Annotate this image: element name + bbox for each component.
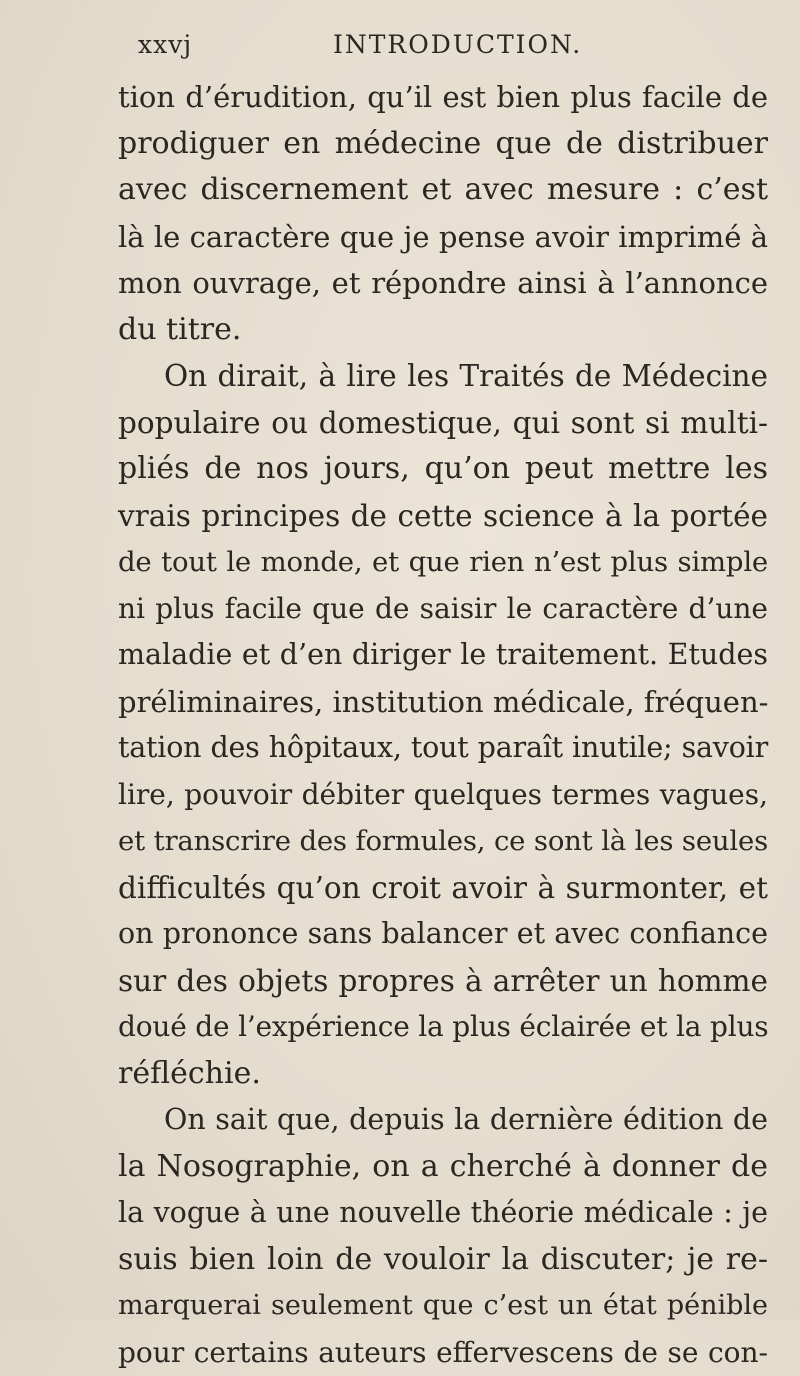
text-line: là le caractère que je pense avoir imprimé à <box>118 214 768 261</box>
text-line: On sait que, depuis la dernière édition de <box>118 1097 768 1144</box>
text-line: maladie et d’en diriger le traitement. Etudes <box>118 632 768 679</box>
text-line: réfléchie. <box>118 1051 768 1098</box>
text-line: On dirait, à lire les Traités de Médecine <box>118 353 768 400</box>
text-line: suis bien loin de vouloir la discuter; je re- <box>118 1237 768 1284</box>
text-line: ni plus facile que de saisir le caractère d’une <box>118 586 768 633</box>
text-line: préliminaires, institution médicale, fréquen- <box>118 679 768 726</box>
text-line: de tout le monde, et que rien n’est plus simple <box>118 539 768 586</box>
text-line: et transcrire des formules, ce sont là les seules <box>118 818 768 865</box>
text-line: tion d’érudition, qu’il est bien plus facile de <box>118 74 768 121</box>
text-line: pliés de nos jours, qu’on peut mettre les <box>118 446 768 493</box>
text-line: on prononce sans balancer et avec confiance <box>118 911 768 958</box>
text-line: du titre. <box>118 307 768 354</box>
text-line: vrais principes de cette science à la portée <box>118 493 768 540</box>
text-line: doué de l’expérience la plus éclairée et la plus <box>118 1004 768 1051</box>
running-head <box>138 30 778 66</box>
text-line: lire, pouvoir débiter quelques termes vagues, <box>118 772 768 819</box>
text-line: avec discernement et avec mesure : c’est <box>118 167 768 214</box>
text-line: populaire ou domestique, qui sont si multi- <box>118 400 768 447</box>
text-line: marquerai seulement que c’est un état pénible <box>118 1283 768 1330</box>
running-title: INTRODUCTION. <box>333 30 582 59</box>
text-line: sur des objets propres à arrêter un homme <box>118 958 768 1005</box>
body-text <box>118 74 768 1376</box>
text-line: tation des hôpitaux, tout paraît inutile; savoir <box>118 725 768 772</box>
text-line: difficultés qu’on croit avoir à surmonter, et <box>118 865 768 912</box>
text-line: la vogue à une nouvelle théorie médicale : je <box>118 1190 768 1237</box>
text-line: pour certains auteurs effervescens de se con- <box>118 1330 768 1376</box>
text-line: mon ouvrage, et répondre ainsi à l’annonce <box>118 260 768 307</box>
text-line: la Nosographie, on a cherché à donner de <box>118 1144 768 1191</box>
page-number: xxvj <box>138 30 192 59</box>
text-line: prodiguer en médecine que de distribuer <box>118 121 768 168</box>
